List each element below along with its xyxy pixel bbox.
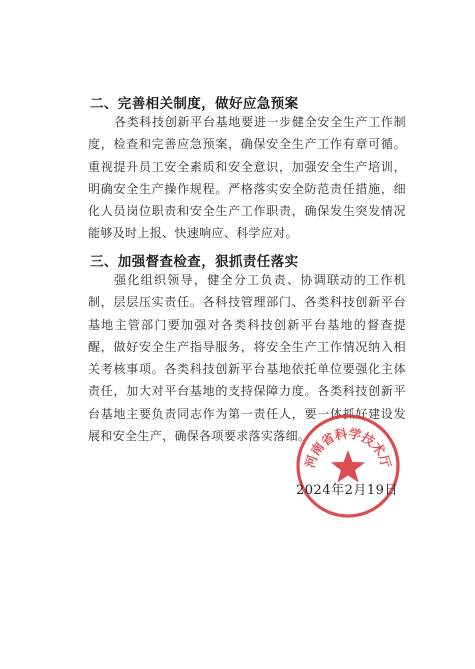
star-icon bbox=[331, 450, 365, 483]
official-seal bbox=[292, 410, 404, 522]
section-3-paragraph: 强化组织领导，健全分工负责、协调联动的工作机制，层层压实责任。各科技管理部门、各类科技创新平台基地主管部门要加强对各类科技创新平台基地的督查提醒，做好安全生产指导服务，将安全生产工作情况纳入相关考核事项。各类科技创新平台基地依托单位要强化主体责任，加大对平台基地的支持保障力度。各类科技创新平台基地主要负责同志作为第一责任人，要一体抓好建设发展和安全生产，确保各项要求落实落细。 bbox=[88, 273, 406, 444]
section-3-heading: 三、加强督查检查，狠抓责任落实 bbox=[90, 254, 299, 270]
seal-text: 河南省科学技术厅 bbox=[302, 425, 394, 470]
section-2-heading: 二、完善相关制度，做好应急预案 bbox=[90, 96, 299, 112]
document-date: 2024年2月19日 bbox=[296, 483, 398, 498]
section-2-paragraph: 各类科技创新平台基地要进一步健全安全生产工作制度，检查和完善应急预案，确保安全生产工作有章可循。重视提升员工安全素质和安全意识，加强安全生产培训，明确安全生产操作规程。严格落实安全防范责任措施，细化人员岗位职责和安全生产工作职责，确保发生突发情况能够及时上报、快速响应、科学应对。 bbox=[88, 115, 406, 241]
